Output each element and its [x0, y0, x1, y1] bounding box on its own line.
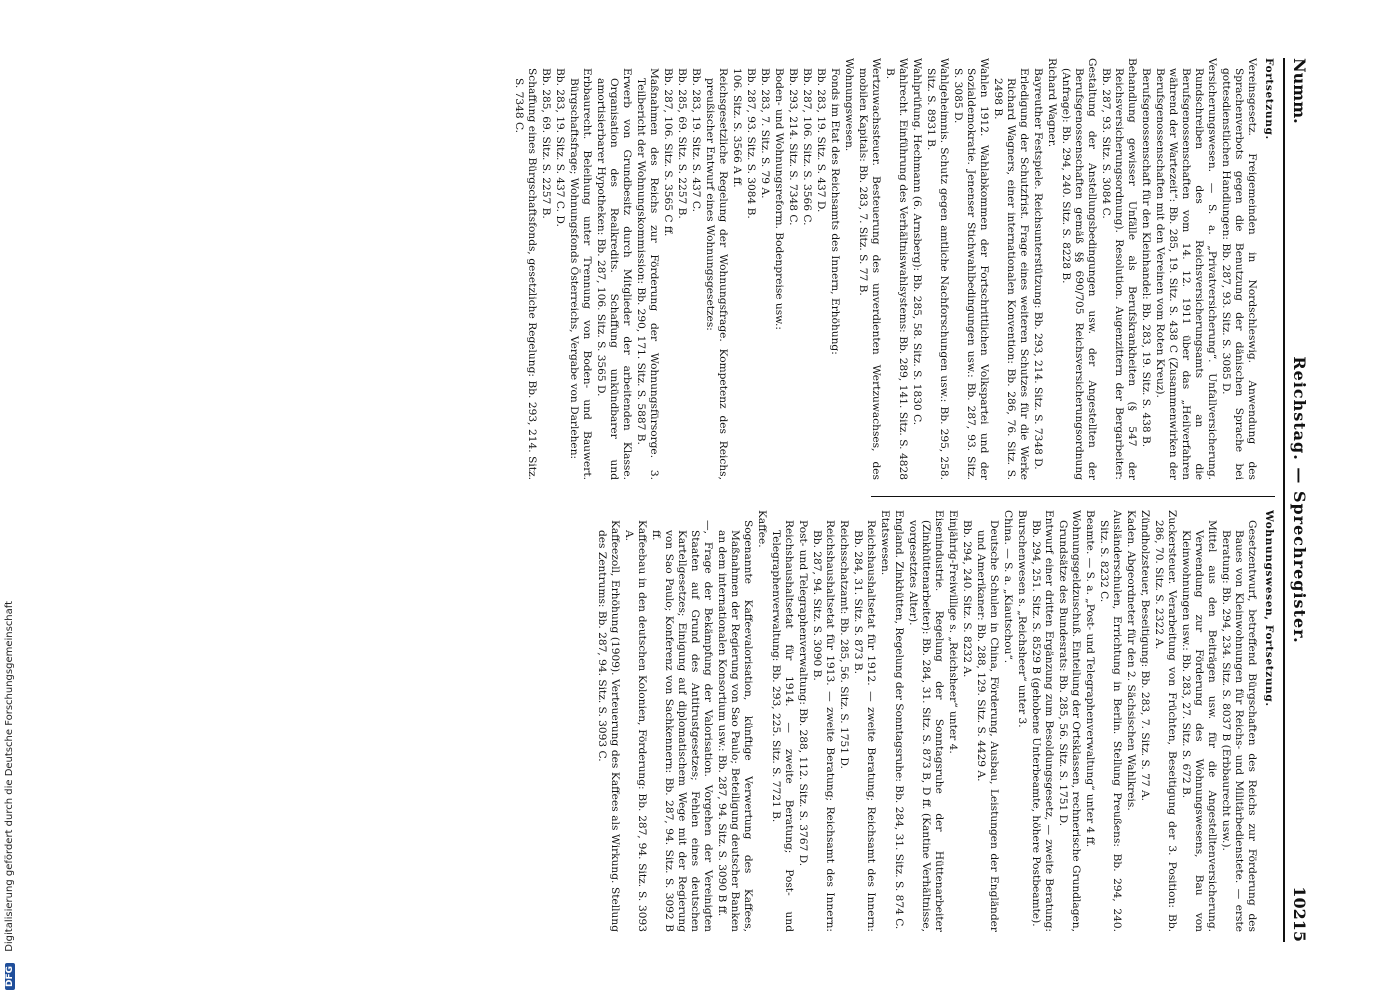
- register-entry: England. Zinkhütten, Regelung der Sonntagsruhe: Bb. 284, 31. Sitz. S. 874 C.: [893, 510, 905, 930]
- continuation-heading: Wohnungswesen, Fortsetzung.: [1263, 510, 1275, 707]
- register-entry: Mittel aus den Beiträgen usw. für die Angestelltenversicherung. Verwendung zur Förderung des Wohnungswesens, Bau von Kleinwohnungen usw.: Bb. 283, 27. Sitz. S. 672 B.: [1180, 520, 1218, 932]
- header-left-label: Numm.: [1290, 58, 1309, 124]
- document-page: [46, 58, 1311, 942]
- continuation-heading: Fortsetzung.: [1263, 58, 1275, 140]
- register-entry: Vereinsgesetz. Freigemeinden in Nordschleswig. Anwendung des Sprachenverbots gegen die Benutzung der dänischen Sprache bei gottesdienstlichen Handlungen: Bb. 287, 93. Sitz. S. 3085 D.: [1220, 58, 1258, 480]
- register-entry: Behandlung gewisser Unfälle als Berufskrankheiten (§ 547 der Reichsversicherungsordnung). Resolution. Augenzittern der Bergarbeiter: Bb. 287, 93. Sitz. S. 3084 C.: [1100, 58, 1138, 480]
- register-entry: Zuckersteuer. Verarbeitung von Früchten, Beseitigung der 3. Position: Bb. 286, 70. Sitz. S. 2322 A.: [1153, 510, 1178, 932]
- register-entry: Bb. 287, 106. Sitz. S. 3566 C.: [801, 68, 813, 226]
- register-entry: Wahlgeheimnis. Schutz gegen amtliche Nachforschungen usw.: Bb. 295, 258. Sitz. S. 8931 B.: [925, 58, 950, 480]
- register-entry: Boden- und Wohnungsreform. Bodenpreise usw.:: [773, 68, 785, 330]
- register-entry: Maßnahmen des Reichs zur Förderung der Wohnungsfürsorge. 3. Teilbericht der Wohnungskommission: Bb. 290, 171. Sitz. S. 5887 B.: [635, 68, 660, 480]
- right-column: [46, 510, 1275, 932]
- register-entry: 106. Sitz. S. 3566 A ff.: [731, 68, 743, 188]
- register-entry: Schaffung eines Bürgschaftsfonds, gesetzliche Regelung: Bb. 293, 214. Sitz. S. 7348 C.: [513, 68, 538, 480]
- register-entry: Bb. 283, 19. Sitz. S. 437 C. D.: [554, 68, 566, 227]
- register-entry: Gestaltung der Anstellungsbedingungen usw. der Angestellten der Berufsgenossenschaften gemäß §§ 690/705 Reichsversicherungsordnung (Anfrage): Bb. 294, 240. Sitz. S. 8228 B.: [1060, 58, 1098, 480]
- register-entry: Erledigung der Schutzfrist. Frage eines weiteren Schutzes für die Werke Richard Wagners, einer internationalen Konvention: Bb. 286, 76. Sitz. S. 2498 B.: [992, 68, 1030, 480]
- column-divider: [871, 496, 1275, 497]
- register-entry: Etatswesen.: [879, 510, 891, 576]
- register-entry: Burschenwesen s. „Reichsheer“ unter 3.: [1016, 510, 1028, 728]
- register-entry: Bb. 287, 106. Sitz. S. 3565 C ff.: [662, 68, 674, 237]
- register-entry: Bb. 287, 93. Sitz. S. 3084 B.: [745, 68, 757, 219]
- register-entry: Fonds im Etat des Reichsamts des Innern, Erhöhung:: [829, 68, 841, 355]
- register-entry: Wertzuwachssteuer. Besteuerung des unverdienten Wertzuwachses, des mobilen Kapitals: Bb. 283, 7. Sitz. S. 77 B.: [857, 58, 882, 480]
- register-entry: Bayreuther Festspiele. Reichsunterstützung: Bb. 293, 214. Sitz. S. 7348 D.: [1032, 68, 1044, 470]
- register-entry: Reichshaushaltsetat für 1914. — zweite Beratung; Post- und Telegraphenverwaltung: Bb. 293, 225. Sitz. S. 7721 B.: [770, 520, 795, 932]
- left-column: [46, 58, 1275, 480]
- register-entry: Reichshaushaltsetat für 1913. — zweite Beratung; Reichsamt des Innern: Bb. 287, 94. Sitz. S. 3090 B.: [811, 520, 836, 932]
- register-entry: Erbbaurecht. Beleihung unter Trennung von Boden- und Bauwert. Bürgschaftsfrage; Wohnungsfonds Österreichs, Vergabe von Darlehen:: [568, 68, 593, 480]
- register-entry: Zündholzsteuer, Beseitigung: Bb. 283, 7. Sitz. S. 77 A.: [1139, 510, 1151, 802]
- register-entry: Wohnungswesen.: [843, 58, 855, 152]
- register-entry: Bb. 283, 19. Sitz. S. 437 D.: [815, 68, 827, 213]
- member-name-entry: Kaden. Abgeordneter für den 2. Sächsischen Wahlkreis.: [1125, 510, 1137, 811]
- register-entry: Bb. 285, 69. Sitz. S. 2257 B.: [676, 68, 688, 219]
- register-entry: Richard Wagner.: [1046, 58, 1058, 148]
- register-entry: Deutsche Schulen in China, Förderung, Ausbau, Leistungen der Engländer und Amerikaner: Bb. 288, 129. Sitz. S. 4429 A.: [975, 520, 1000, 932]
- register-entry: Ausländerschulen, Errichtung in Berlin. Stellung Preußens: Bb. 294, 240. Sitz. S. 8232 C.: [1098, 510, 1123, 932]
- register-entry: Kaffeezoll, Erhöhung (1909). Verteuerung des Kaffees als Wirkung. Stellung des Zentrums: Bb. 287, 94. Sitz. S. 3093 C.: [596, 520, 621, 932]
- register-entry: Bb. 283, 7. Sitz. S. 79 A.: [759, 68, 771, 199]
- register-entry: Beamte. — S. a. „Post- und Telegraphenverwaltung“ unter 4 ff.: [1084, 510, 1096, 848]
- register-entry: Kaffeebau in den deutschen Kolonien, Förderung: Bb. 287, 94. Sitz. S. 3093 A.: [623, 520, 648, 932]
- register-entry: Reichshaushaltsetat für 1912. — zweite Beratung; Reichsamt des Innern: Bb. 284, 31. Sitz. S. 873 B.: [852, 520, 877, 932]
- register-entry: Reichsschatzamt: Bb. 285, 56. Sitz. S. 1751 D.: [838, 520, 850, 769]
- register-entry: Post- und Telegraphenverwaltung: Bb. 288, 112. Sitz. S. 3767 D.: [797, 520, 809, 867]
- dfg-logo: DFG: [5, 963, 15, 990]
- register-entry: Bb. 285, 69. Sitz. S. 2257 B.: [540, 68, 552, 219]
- register-entry: Erwerb von Grundbesitz durch Mitglieder der arbeitenden Klasse. Organisation des Realkredits. Schaffung unkündbarer und amortisierbarer Hypotheken: Bb. 287, 106. Sitz. S. 3565 D.: [595, 68, 633, 480]
- register-entry: Bb. 294, 240. Sitz. S. 8232 A.: [961, 520, 973, 678]
- register-entry: Berufsgenossenschaft für den Kleinhandel: Bb. 283, 19. Sitz. S. 438 B.: [1140, 68, 1152, 448]
- register-entry: Wahlen 1912. Wahlabkommen der Fortschrittlichen Volkspartei und der Sozialdemokratie. Jenenser Stichwahlbedingungen usw.: Bb. 287, 93. Sitz. S. 3085 D.: [952, 58, 990, 480]
- register-entry: Wohnungsgeldzuschuß. Einteilung der Ortsklassen, rechnerische Grundlagen, Grundsätze des Bundesrats: Bb. 285, 56. Sitz. S. 1751 D.: [1057, 510, 1082, 932]
- page-header: [1283, 58, 1311, 942]
- register-entry: Eisenindustrie. Regelung der Sonntagsruhe der Hüttenarbeiter (Zinkhüttenarbeiter): Bb. 284, 31. Sitz. S. 873 B, D ff. (Kantine Verhältnisse, vorgesetztes Alter).: [907, 510, 945, 932]
- register-entry: Bb. 283, 19. Sitz. S. 437 C.: [690, 68, 702, 212]
- register-entry: Kaffee.: [756, 510, 768, 548]
- page-number: 10215: [1290, 886, 1309, 942]
- register-entry: Reichsgesetzliche Regelung der Wohnungsfrage. Kompetenz des Reichs, preußischer Entwurf eines Wohnungsgesetzes:: [704, 68, 729, 480]
- page-title: Reichstag. — Sprechregister.: [1290, 356, 1309, 644]
- register-entry: Sogenannte Kaffeevalorisation, künftige Verwertung des Kaffees, Maßnahmen der Regierung von Sao Paulo; Beteiligung deutscher Banken an dem internationalen Konsortium usw.: Bb. 287, 94. Sitz. S. 3090 B ff.: [716, 520, 754, 932]
- register-entry: Wahlprüfung. Hechmann (6. Arnsberg): Bb. 285, 58. Sitz. S. 1830 C.: [911, 58, 923, 426]
- register-entry: Gesetzentwurf, betreffend Bürgschaften des Reichs zur Förderung des Baues von Kleinwohnungen für Reichs- und Militärbedienstete. — erste Beratung: Bb. 294, 234. Sitz. S. 8037 B (Erbbaurecht usw.).: [1220, 520, 1258, 932]
- register-entry: Versicherungswesen. — S. a. „Privatversicherung“. Unfallversicherung. Rundschreiben des Reichsversicherungsamts an die Berufsgenossenschaften vom 14. 12. 1911 über das „Heilverfahren während der Wartezeit“: Bb. 285, 19. Sitz. S. 438 C (Zusammenwirken der Berufsgenossenschaften mit den Vereinen vom Roten Kreuz).: [1154, 58, 1218, 480]
- register-entry: Wahlrecht. Einführung des Verhältniswahlsystems: Bb. 289, 141. Sitz. S. 4828 B.: [884, 58, 909, 480]
- register-entry: Bb. 293, 214. Sitz. S. 7348 C.: [787, 68, 799, 226]
- credit-text: Digitalisierung gefördert durch die Deutsche Forschungsgemeinschaft: [4, 600, 15, 952]
- register-entry: Einjährig-Freiwillige s. „Reichsheer“ unter 4.: [947, 510, 959, 754]
- register-entry: China. — S. a. „Kiautschou“.: [1002, 510, 1014, 664]
- register-entry: —, Frage der Bekämpfung der Valorisation. Vorgehen der Vereinigten Staaten auf Grund des Antitrustgesetzes; Fehlen eines deutschen Kartellgesetzes; Einigung auf diplomatischem Wege mit der Regierung von Sao Paulo; Konferenz von Sachkennern: Bb. 287, 94. Sitz. S. 3092 B ff.: [650, 520, 714, 932]
- register-entry: Entwurf einer dritten Ergänzung zum Besoldungsgesetz, — zweite Beratung: Bb. 294, 251. Sitz. S. 8529 B (gehobene Unterbeamte, höhere Postbeamte).: [1030, 510, 1055, 932]
